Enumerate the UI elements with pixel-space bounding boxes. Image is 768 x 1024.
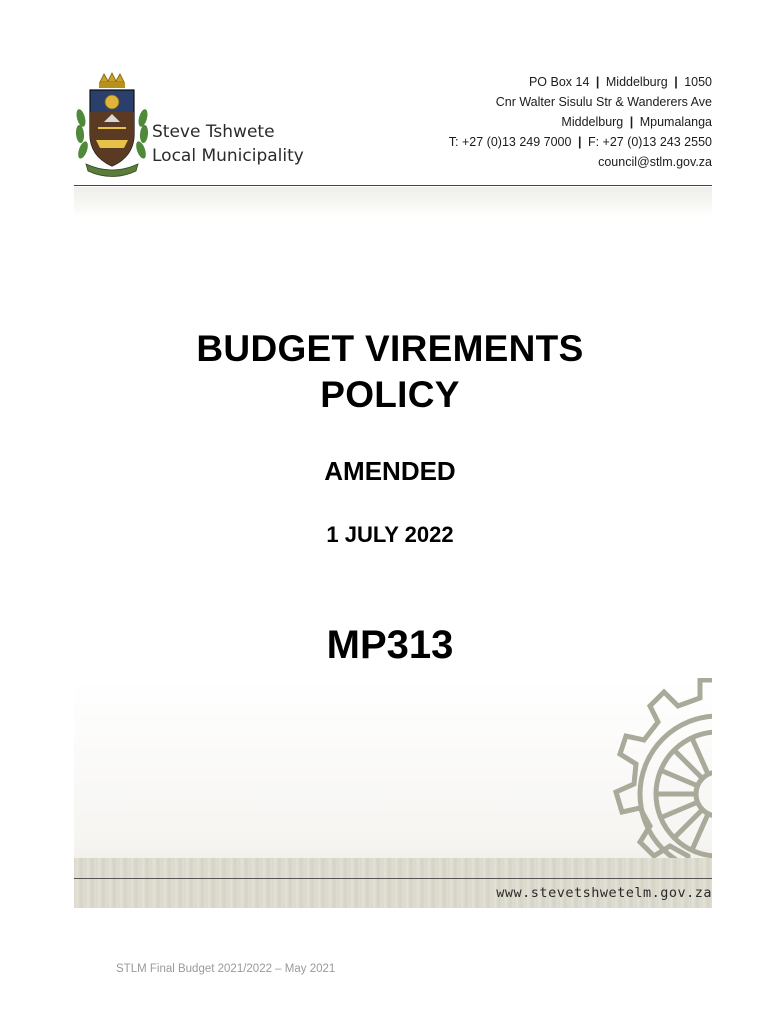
document-subtitle: AMENDED [324,456,456,486]
org-name-line2: Local Municipality [152,146,304,166]
town: Middelburg [605,75,668,89]
paper-texture-strip [74,187,712,217]
postal-code: 1050 [684,75,712,89]
phone-fax-line [449,132,712,152]
address-line-1 [449,72,712,92]
letterhead-divider [74,185,712,186]
phone-number: T: +27 (0)13 249 7000 [448,135,572,149]
fax-number: F: +27 (0)13 243 2550 [587,135,712,149]
address-line-3 [449,112,712,132]
separator: | [595,75,600,89]
website-url[interactable]: www.stevetshwetelm.gov.za [496,885,712,901]
document-code: MP313 [326,623,454,667]
document-date: 1 JULY 2022 [326,522,454,547]
email-address[interactable]: council@stlm.gov.za [598,155,712,169]
po-box: PO Box 14 [528,75,590,89]
contact-block [449,72,712,172]
city: Middelburg [561,115,624,129]
separator: | [577,135,582,149]
municipal-crest-icon [74,72,150,178]
footer-divider [74,878,712,879]
title-line-1: BUDGET VIREMENTS [196,328,584,369]
separator: | [674,75,678,89]
letterhead [74,66,712,186]
org-name-line1: Steve Tshwete [152,122,275,142]
decorative-footer-band [74,678,712,908]
separator: | [629,115,634,129]
gear-wheel-icon [588,678,712,878]
page-footer: STLM Final Budget 2021/2022 – May 2021 [116,963,336,975]
organisation-name [152,120,304,168]
title-line-2: POLICY [320,374,460,415]
province: Mpumalanga [639,115,712,129]
address-line-2: Cnr Walter Sisulu Str & Wanderers Ave [495,95,712,109]
document-title [0,326,768,418]
